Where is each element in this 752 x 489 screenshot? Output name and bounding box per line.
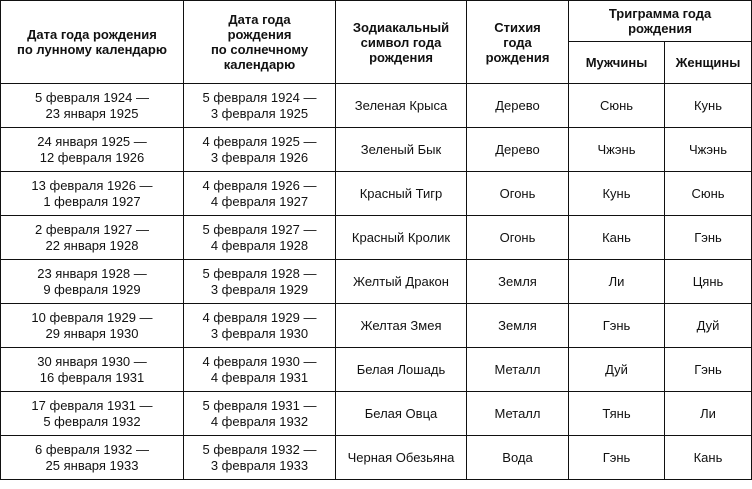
cell-solar: 5 февраля 1928 — 3 февраля 1929 (184, 260, 336, 304)
cell-men: Дуй (569, 348, 665, 392)
cell-lunar: 17 февраля 1931 — 5 февраля 1932 (1, 392, 184, 436)
header-zodiac-symbol: Зодиакальный символ года рождения (336, 1, 467, 84)
cell-women: Ли (665, 392, 752, 436)
cell-solar: 5 февраля 1931 — 4 февраля 1932 (184, 392, 336, 436)
cell-zodiac: Белая Овца (336, 392, 467, 436)
cell-element: Металл (467, 392, 569, 436)
table-row (1, 304, 752, 348)
cell-lunar: 30 января 1930 — 16 февраля 1931 (1, 348, 184, 392)
header-women: Женщины (665, 42, 752, 84)
cell-solar: 4 февраля 1929 — 3 февраля 1930 (184, 304, 336, 348)
table-row (1, 436, 752, 480)
cell-lunar: 6 февраля 1932 — 25 января 1933 (1, 436, 184, 480)
cell-women: Дуй (665, 304, 752, 348)
cell-women: Гэнь (665, 348, 752, 392)
cell-solar: 4 февраля 1925 — 3 февраля 1926 (184, 128, 336, 172)
header-solar-date: Дата года рождения по солнечному календарю (184, 1, 336, 84)
cell-solar: 4 февраля 1930 — 4 февраля 1931 (184, 348, 336, 392)
cell-element: Земля (467, 260, 569, 304)
cell-women: Гэнь (665, 216, 752, 260)
cell-solar: 5 февраля 1924 — 3 февраля 1925 (184, 84, 336, 128)
cell-element: Металл (467, 348, 569, 392)
cell-element: Вода (467, 436, 569, 480)
cell-zodiac: Зеленая Крыса (336, 84, 467, 128)
cell-zodiac: Зеленый Бык (336, 128, 467, 172)
header-men: Мужчины (569, 42, 665, 84)
cell-element: Дерево (467, 128, 569, 172)
cell-lunar: 10 февраля 1929 — 29 января 1930 (1, 304, 184, 348)
cell-zodiac: Желтый Дракон (336, 260, 467, 304)
cell-men: Тянь (569, 392, 665, 436)
table-row (1, 216, 752, 260)
cell-element: Огонь (467, 216, 569, 260)
cell-solar: 5 февраля 1927 — 4 февраля 1928 (184, 216, 336, 260)
header-lunar-date: Дата года рождения по лунному календарю (1, 1, 184, 84)
table-row (1, 348, 752, 392)
table-row (1, 392, 752, 436)
cell-zodiac: Красный Кролик (336, 216, 467, 260)
table-row (1, 172, 752, 216)
cell-women: Чжэнь (665, 128, 752, 172)
cell-men: Кань (569, 216, 665, 260)
cell-men: Гэнь (569, 304, 665, 348)
cell-men: Чжэнь (569, 128, 665, 172)
cell-zodiac: Красный Тигр (336, 172, 467, 216)
cell-men: Гэнь (569, 436, 665, 480)
cell-women: Сюнь (665, 172, 752, 216)
cell-element: Огонь (467, 172, 569, 216)
cell-element: Земля (467, 304, 569, 348)
cell-element: Дерево (467, 84, 569, 128)
cell-solar: 5 февраля 1932 — 3 февраля 1933 (184, 436, 336, 480)
cell-men: Сюнь (569, 84, 665, 128)
header-trigram: Триграмма года рождения (569, 1, 752, 42)
cell-men: Кунь (569, 172, 665, 216)
cell-zodiac: Черная Обезьяна (336, 436, 467, 480)
cell-lunar: 23 января 1928 — 9 февраля 1929 (1, 260, 184, 304)
cell-lunar: 5 февраля 1924 — 23 января 1925 (1, 84, 184, 128)
cell-zodiac: Желтая Змея (336, 304, 467, 348)
cell-lunar: 2 февраля 1927 — 22 января 1928 (1, 216, 184, 260)
cell-women: Кань (665, 436, 752, 480)
table-row (1, 260, 752, 304)
cell-women: Кунь (665, 84, 752, 128)
cell-zodiac: Белая Лошадь (336, 348, 467, 392)
cell-women: Цянь (665, 260, 752, 304)
table-row (1, 128, 752, 172)
cell-men: Ли (569, 260, 665, 304)
cell-lunar: 24 января 1925 — 12 февраля 1926 (1, 128, 184, 172)
header-element: Стихия года рождения (467, 1, 569, 84)
table-row (1, 84, 752, 128)
cell-solar: 4 февраля 1926 — 4 февраля 1927 (184, 172, 336, 216)
cell-lunar: 13 февраля 1926 — 1 февраля 1927 (1, 172, 184, 216)
